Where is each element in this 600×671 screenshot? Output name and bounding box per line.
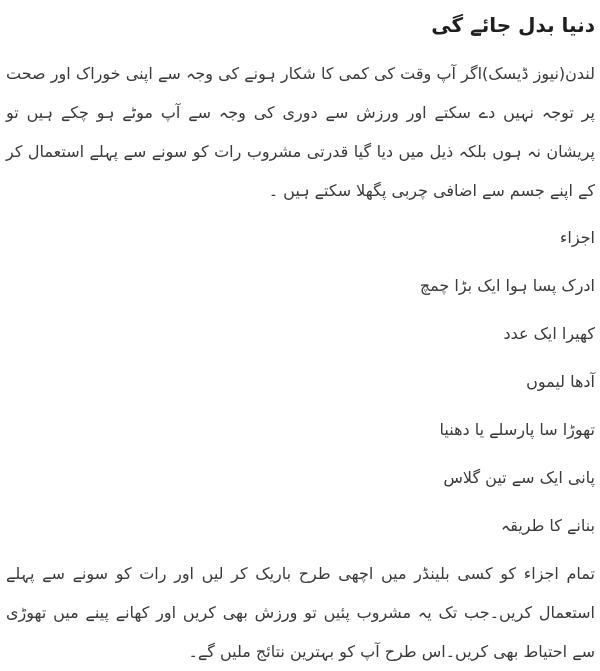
method-paragraph: تمام اجزاء کو کسی بلینڈر میں اچھی طرح باریک کر لیں اور رات کو سونے سے پہلے استعمال کریں۔جب تک یہ مشروب پئیں تو ورزش بھی کریں اور کھانے پینے میں تھوڑی سے احتیاط بھی کریں۔اس طرح آپ کو بہترین نتائج ملیں گے۔ xyxy=(6,564,595,661)
ingredient-item-water: پانی ایک سے تین گلاس xyxy=(443,468,595,487)
ingredient-item-cucumber: کھیرا ایک عدد xyxy=(503,324,595,343)
ingredient-item-parsley: تھوڑا سا پارسلے یا دھنیا xyxy=(439,420,595,439)
ingredient-item-lemon: آدھا لیموں xyxy=(526,372,595,391)
ingredient-item-ginger: ادرک پسا ہوا ایک بڑا چمچ xyxy=(419,276,595,295)
intro-paragraph: لندن(نیوز ڈیسک)اگر آپ وقت کی کمی کا شکار ہونے کی وجہ سے اپنی خوراک اور صحت پر توجہ نہیں دے سکتے اور ورزش سے دوری کی وجہ سے آپ موٹے ہو چکے ہیں تو پریشان نہ ہوں بلکہ ذیل میں دیا گیا قدرتی مشروب رات کو سونے سے پہلے استعمال کر کے اپنے جسم سے اضافی چربی پگھلا سکتے ہیں ۔ xyxy=(6,64,595,200)
ingredients-heading: اجزاء xyxy=(559,228,595,247)
method-heading: بنانے کا طریقہ xyxy=(500,516,595,535)
ingredients-section xyxy=(6,214,595,550)
article-title: دنیا بدل جائے گی xyxy=(431,13,595,37)
